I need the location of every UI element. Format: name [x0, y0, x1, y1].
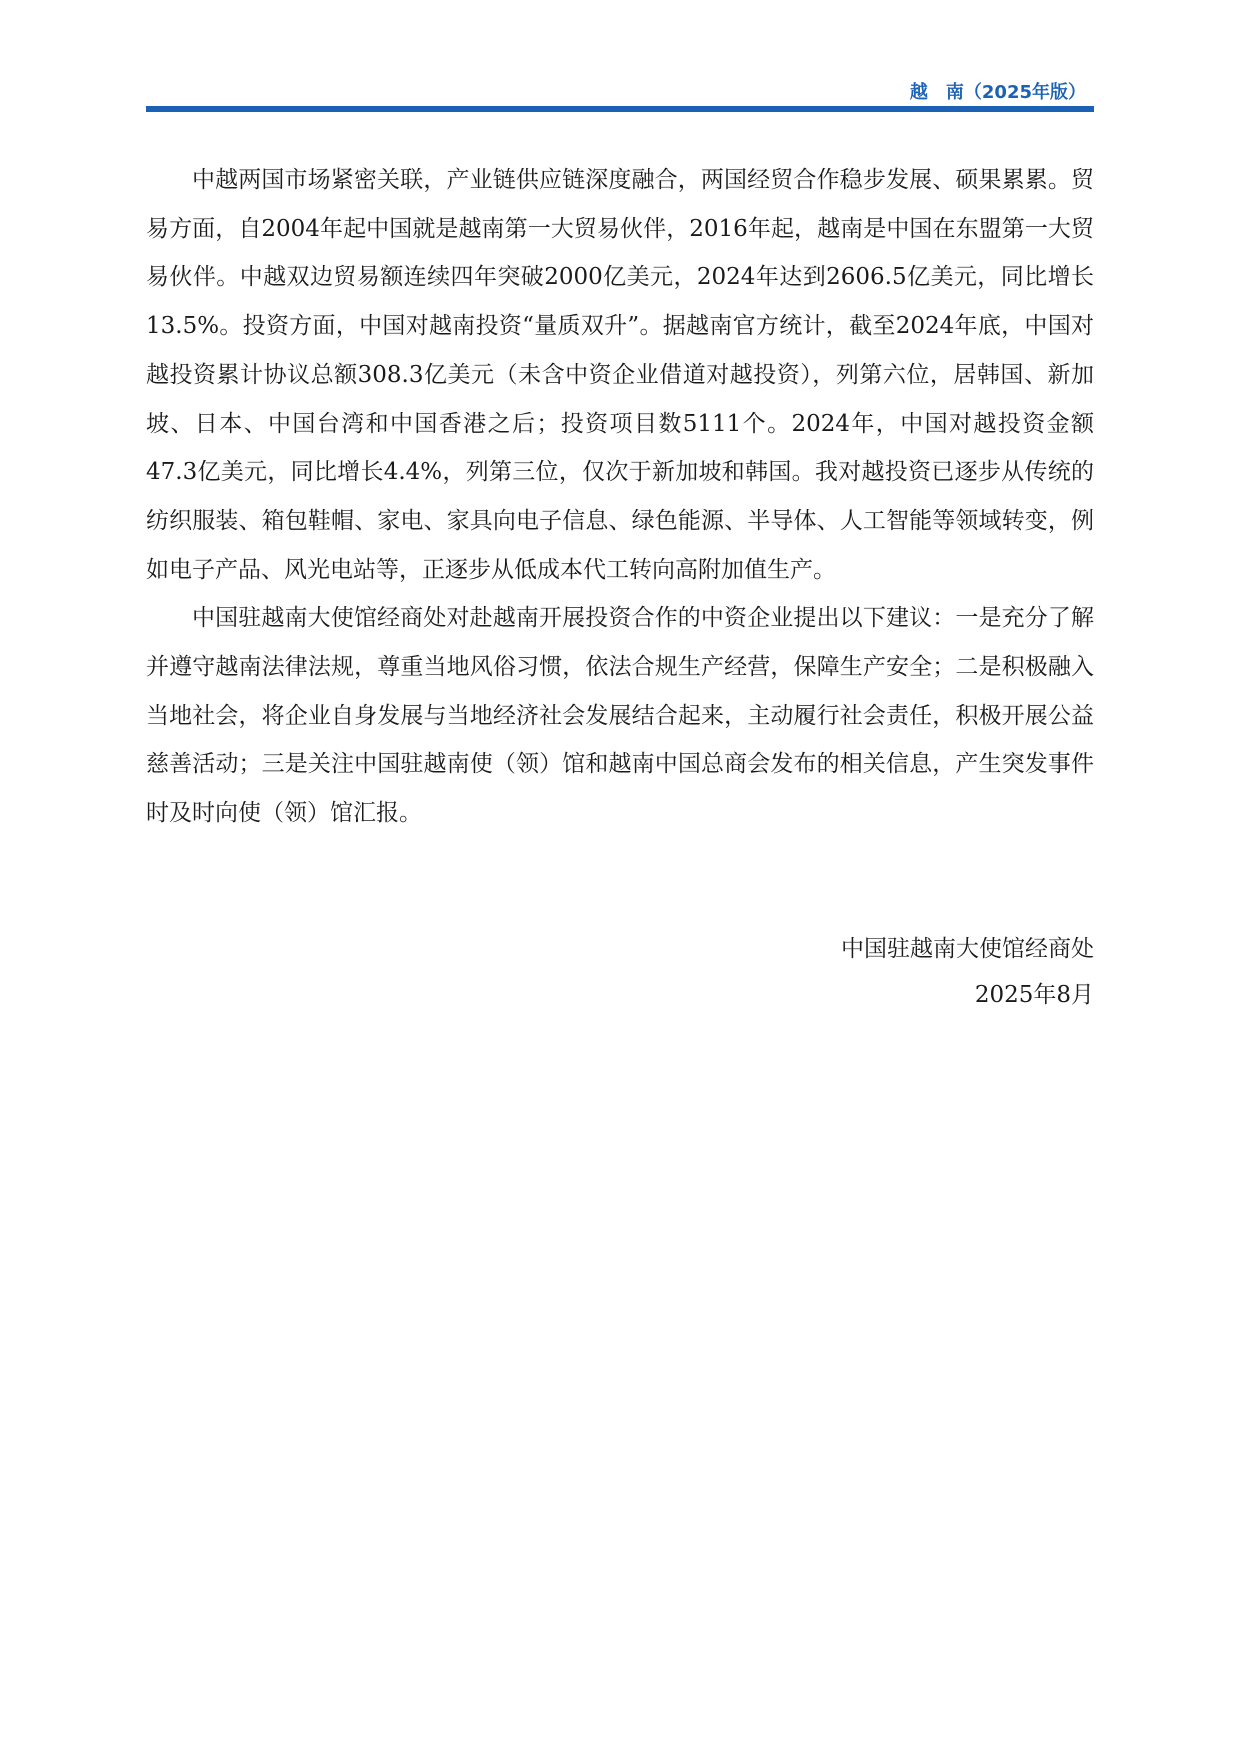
header-title: 越 南（2025年版） — [909, 82, 1086, 103]
body-paragraph-trade-investment: 中越两国市场紧密关联，产业链供应链深度融合，两国经贸合作稳步发展、硕果累累。贸易方面，自2004年起中国就是越南第一大贸易伙伴，2016年起，越南是中国在东盟第一大贸易伙伴。中越双边贸易额连续四年突破2000亿美元，2024年达到2606.5亿美元，同比增长13.5%。投资方面，中国对越南投资“量质双升”。据越南官方统计，截至2024年底，中国对越投资累计协议总额308.3亿美元（未含中资企业借道对越投资），列第六位，居韩国、新加坡、日本、中国台湾和中国香港之后；投资项目数5111个。2024年，中国对越投资金额47.3亿美元，同比增长4.4%，列第三位，仅次于新加坡和韩国。我对越投资已逐步从传统的纺织服装、箱包鞋帽、家电、家具向电子信息、绿色能源、半导体、人工智能等领域转变，例如电子产品、风光电站等，正逐步从低成本代工转向高附加值生产。 — [146, 167, 1094, 583]
signature-block — [841, 926, 1094, 1018]
body-paragraph-recommendations: 中国驻越南大使馆经商处对赴越南开展投资合作的中资企业提出以下建议：一是充分了解并遵守越南法律法规，尊重当地风俗习惯，依法合规生产经营，保障生产安全；二是积极融入当地社会，将企业自身发展与当地经济社会发展结合起来，主动履行社会责任，积极开展公益慈善活动；三是关注中国驻越南使（领）馆和越南中国总商会发布的相关信息，产生突发事件时及时向使（领）馆汇报。 — [146, 605, 1094, 827]
header-rule — [146, 106, 1094, 112]
signature-organization: 中国驻越南大使馆经商处 — [841, 936, 1094, 962]
signature-date: 2025年8月 — [974, 982, 1094, 1008]
page-header — [146, 76, 1094, 112]
document-body — [146, 156, 1094, 838]
